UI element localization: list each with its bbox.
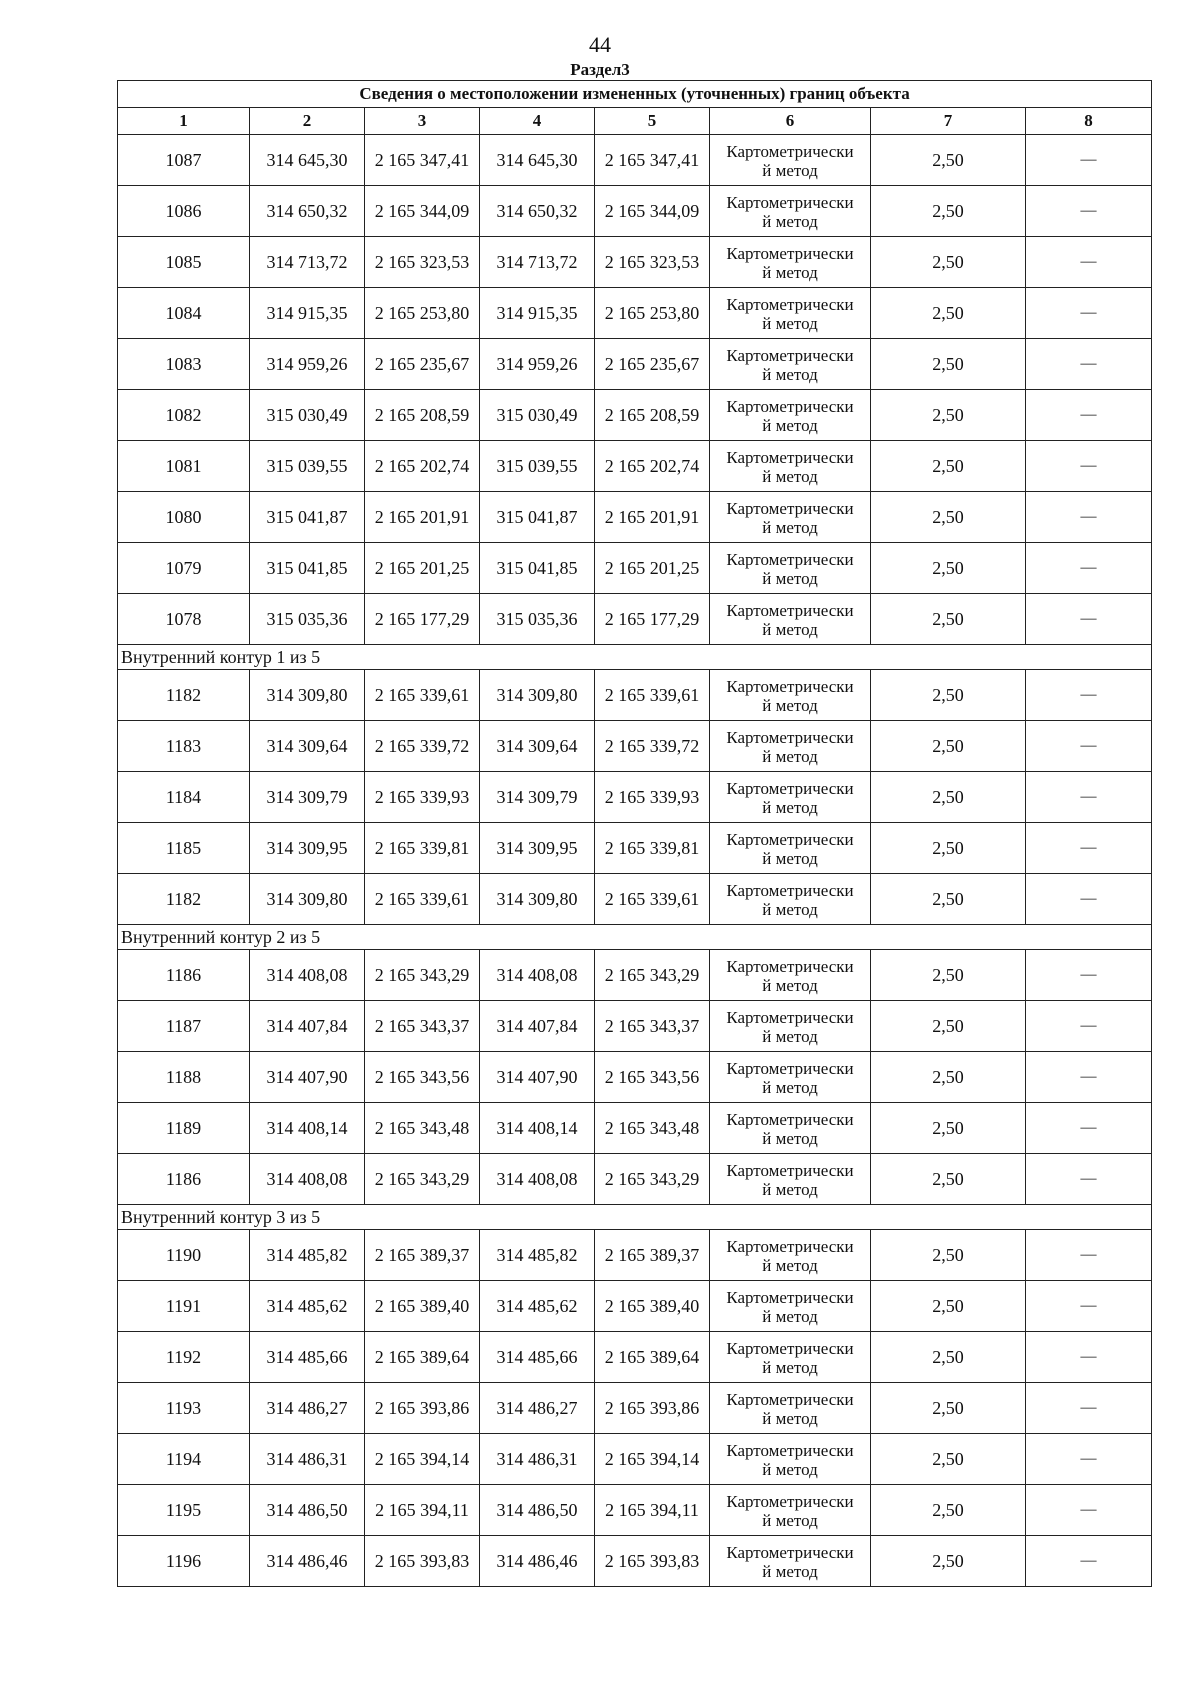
determination-method: Картометрически й метод <box>710 1485 871 1536</box>
x-coordinate-existing: 314 915,35 <box>250 288 365 339</box>
point-number: 1087 <box>118 135 250 186</box>
accuracy: 2,50 <box>871 135 1026 186</box>
x-coordinate-new: 314 408,08 <box>480 1154 595 1205</box>
y-coordinate-existing: 2 165 235,67 <box>365 339 480 390</box>
x-coordinate-new: 315 041,85 <box>480 543 595 594</box>
x-coordinate-existing: 315 035,36 <box>250 594 365 645</box>
x-coordinate-new: 314 407,90 <box>480 1052 595 1103</box>
determination-method: Картометрически й метод <box>710 135 871 186</box>
y-coordinate-existing: 2 165 393,83 <box>365 1536 480 1587</box>
contour-label-row <box>118 645 1152 670</box>
point-number: 1185 <box>118 823 250 874</box>
y-coordinate-new: 2 165 344,09 <box>595 186 710 237</box>
point-number: 1190 <box>118 1230 250 1281</box>
x-coordinate-new: 314 309,80 <box>480 670 595 721</box>
point-number: 1196 <box>118 1536 250 1587</box>
determination-method: Картометрически й метод <box>710 1383 871 1434</box>
y-coordinate-existing: 2 165 347,41 <box>365 135 480 186</box>
table-caption-row <box>118 81 1152 108</box>
y-coordinate-existing: 2 165 393,86 <box>365 1383 480 1434</box>
description: — <box>1026 441 1152 492</box>
accuracy: 2,50 <box>871 288 1026 339</box>
point-number: 1194 <box>118 1434 250 1485</box>
accuracy: 2,50 <box>871 186 1026 237</box>
table-row <box>118 823 1152 874</box>
x-coordinate-new: 314 485,62 <box>480 1281 595 1332</box>
accuracy: 2,50 <box>871 1383 1026 1434</box>
accuracy: 2,50 <box>871 1001 1026 1052</box>
accuracy: 2,50 <box>871 390 1026 441</box>
accuracy: 2,50 <box>871 1103 1026 1154</box>
x-coordinate-new: 314 408,14 <box>480 1103 595 1154</box>
table-row <box>118 1103 1152 1154</box>
description: — <box>1026 390 1152 441</box>
y-coordinate-new: 2 165 343,56 <box>595 1052 710 1103</box>
x-coordinate-new: 314 408,08 <box>480 950 595 1001</box>
determination-method: Картометрически й метод <box>710 721 871 772</box>
x-coordinate-existing: 314 485,82 <box>250 1230 365 1281</box>
y-coordinate-existing: 2 165 389,37 <box>365 1230 480 1281</box>
description: — <box>1026 186 1152 237</box>
determination-method: Картометрически й метод <box>710 1154 871 1205</box>
contour-label-row <box>118 1205 1152 1230</box>
description: — <box>1026 237 1152 288</box>
description: — <box>1026 1154 1152 1205</box>
column-header: 8 <box>1026 108 1152 135</box>
y-coordinate-new: 2 165 393,86 <box>595 1383 710 1434</box>
x-coordinate-new: 315 041,87 <box>480 492 595 543</box>
point-number: 1081 <box>118 441 250 492</box>
description: — <box>1026 1383 1152 1434</box>
accuracy: 2,50 <box>871 1485 1026 1536</box>
y-coordinate-existing: 2 165 343,37 <box>365 1001 480 1052</box>
point-number: 1187 <box>118 1001 250 1052</box>
table-row <box>118 670 1152 721</box>
y-coordinate-new: 2 165 343,48 <box>595 1103 710 1154</box>
accuracy: 2,50 <box>871 950 1026 1001</box>
y-coordinate-existing: 2 165 323,53 <box>365 237 480 288</box>
point-number: 1084 <box>118 288 250 339</box>
x-coordinate-new: 314 645,30 <box>480 135 595 186</box>
y-coordinate-existing: 2 165 394,11 <box>365 1485 480 1536</box>
table-row <box>118 1281 1152 1332</box>
y-coordinate-existing: 2 165 208,59 <box>365 390 480 441</box>
column-header-row <box>118 108 1152 135</box>
point-number: 1189 <box>118 1103 250 1154</box>
accuracy: 2,50 <box>871 823 1026 874</box>
x-coordinate-new: 315 030,49 <box>480 390 595 441</box>
y-coordinate-new: 2 165 208,59 <box>595 390 710 441</box>
y-coordinate-existing: 2 165 339,72 <box>365 721 480 772</box>
point-number: 1085 <box>118 237 250 288</box>
determination-method: Картометрически й метод <box>710 186 871 237</box>
accuracy: 2,50 <box>871 1230 1026 1281</box>
table-row <box>118 441 1152 492</box>
point-number: 1186 <box>118 1154 250 1205</box>
determination-method: Картометрически й метод <box>710 772 871 823</box>
y-coordinate-new: 2 165 235,67 <box>595 339 710 390</box>
x-coordinate-existing: 314 309,95 <box>250 823 365 874</box>
description: — <box>1026 1103 1152 1154</box>
x-coordinate-existing: 314 407,84 <box>250 1001 365 1052</box>
point-number: 1192 <box>118 1332 250 1383</box>
x-coordinate-existing: 314 713,72 <box>250 237 365 288</box>
table-row <box>118 1536 1152 1587</box>
x-coordinate-existing: 315 039,55 <box>250 441 365 492</box>
description: — <box>1026 135 1152 186</box>
table-row <box>118 1383 1152 1434</box>
x-coordinate-existing: 314 408,08 <box>250 1154 365 1205</box>
determination-method: Картометрически й метод <box>710 670 871 721</box>
table-row <box>118 772 1152 823</box>
x-coordinate-existing: 314 486,50 <box>250 1485 365 1536</box>
y-coordinate-new: 2 165 389,40 <box>595 1281 710 1332</box>
determination-method: Картометрически й метод <box>710 1434 871 1485</box>
x-coordinate-new: 314 309,95 <box>480 823 595 874</box>
description: — <box>1026 339 1152 390</box>
x-coordinate-existing: 314 486,46 <box>250 1536 365 1587</box>
y-coordinate-new: 2 165 343,29 <box>595 950 710 1001</box>
x-coordinate-existing: 314 485,62 <box>250 1281 365 1332</box>
x-coordinate-new: 314 309,80 <box>480 874 595 925</box>
determination-method: Картометрически й метод <box>710 390 871 441</box>
determination-method: Картометрически й метод <box>710 1052 871 1103</box>
page-number: 44 <box>589 32 611 57</box>
determination-method: Картометрически й метод <box>710 823 871 874</box>
point-number: 1079 <box>118 543 250 594</box>
point-number: 1082 <box>118 390 250 441</box>
x-coordinate-new: 314 485,66 <box>480 1332 595 1383</box>
y-coordinate-new: 2 165 201,25 <box>595 543 710 594</box>
y-coordinate-existing: 2 165 201,25 <box>365 543 480 594</box>
determination-method: Картометрически й метод <box>710 1332 871 1383</box>
y-coordinate-existing: 2 165 343,48 <box>365 1103 480 1154</box>
x-coordinate-existing: 314 486,27 <box>250 1383 365 1434</box>
point-number: 1186 <box>118 950 250 1001</box>
y-coordinate-new: 2 165 394,11 <box>595 1485 710 1536</box>
point-number: 1188 <box>118 1052 250 1103</box>
table-caption: Сведения о местоположении измененных (уточненных) границ объекта <box>118 81 1152 108</box>
x-coordinate-existing: 315 041,87 <box>250 492 365 543</box>
x-coordinate-existing: 315 030,49 <box>250 390 365 441</box>
table-row <box>118 950 1152 1001</box>
accuracy: 2,50 <box>871 492 1026 543</box>
table-row <box>118 1485 1152 1536</box>
accuracy: 2,50 <box>871 594 1026 645</box>
description: — <box>1026 1281 1152 1332</box>
point-number: 1184 <box>118 772 250 823</box>
accuracy: 2,50 <box>871 874 1026 925</box>
description: — <box>1026 288 1152 339</box>
x-coordinate-existing: 314 959,26 <box>250 339 365 390</box>
x-coordinate-existing: 314 309,64 <box>250 721 365 772</box>
description: — <box>1026 1536 1152 1587</box>
section-title: Раздел3 <box>570 60 630 79</box>
y-coordinate-existing: 2 165 253,80 <box>365 288 480 339</box>
x-coordinate-existing: 314 408,08 <box>250 950 365 1001</box>
determination-method: Картометрически й метод <box>710 1536 871 1587</box>
point-number: 1195 <box>118 1485 250 1536</box>
y-coordinate-new: 2 165 347,41 <box>595 135 710 186</box>
description: — <box>1026 492 1152 543</box>
y-coordinate-existing: 2 165 389,40 <box>365 1281 480 1332</box>
x-coordinate-existing: 314 407,90 <box>250 1052 365 1103</box>
contour-label-row <box>118 925 1152 950</box>
accuracy: 2,50 <box>871 721 1026 772</box>
column-header: 3 <box>365 108 480 135</box>
x-coordinate-new: 314 650,32 <box>480 186 595 237</box>
accuracy: 2,50 <box>871 1052 1026 1103</box>
description: — <box>1026 1001 1152 1052</box>
x-coordinate-new: 314 486,46 <box>480 1536 595 1587</box>
determination-method: Картометрически й метод <box>710 1001 871 1052</box>
accuracy: 2,50 <box>871 339 1026 390</box>
x-coordinate-existing: 314 645,30 <box>250 135 365 186</box>
determination-method: Картометрически й метод <box>710 237 871 288</box>
x-coordinate-new: 314 407,84 <box>480 1001 595 1052</box>
column-header: 5 <box>595 108 710 135</box>
y-coordinate-new: 2 165 202,74 <box>595 441 710 492</box>
table-row <box>118 492 1152 543</box>
table-row <box>118 390 1152 441</box>
table-row <box>118 1154 1152 1205</box>
point-number: 1182 <box>118 670 250 721</box>
y-coordinate-existing: 2 165 339,61 <box>365 874 480 925</box>
y-coordinate-existing: 2 165 201,91 <box>365 492 480 543</box>
accuracy: 2,50 <box>871 237 1026 288</box>
description: — <box>1026 950 1152 1001</box>
x-coordinate-existing: 314 309,80 <box>250 670 365 721</box>
y-coordinate-existing: 2 165 394,14 <box>365 1434 480 1485</box>
y-coordinate-existing: 2 165 343,29 <box>365 950 480 1001</box>
y-coordinate-existing: 2 165 177,29 <box>365 594 480 645</box>
x-coordinate-new: 314 309,79 <box>480 772 595 823</box>
table-row <box>118 237 1152 288</box>
y-coordinate-existing: 2 165 339,81 <box>365 823 480 874</box>
y-coordinate-existing: 2 165 343,56 <box>365 1052 480 1103</box>
y-coordinate-new: 2 165 339,72 <box>595 721 710 772</box>
x-coordinate-existing: 314 486,31 <box>250 1434 365 1485</box>
description: — <box>1026 1052 1152 1103</box>
x-coordinate-new: 314 486,27 <box>480 1383 595 1434</box>
table-row <box>118 721 1152 772</box>
determination-method: Картометрически й метод <box>710 339 871 390</box>
accuracy: 2,50 <box>871 543 1026 594</box>
determination-method: Картометрически й метод <box>710 543 871 594</box>
point-number: 1083 <box>118 339 250 390</box>
determination-method: Картометрически й метод <box>710 950 871 1001</box>
point-number: 1182 <box>118 874 250 925</box>
column-header: 7 <box>871 108 1026 135</box>
description: — <box>1026 1230 1152 1281</box>
table-row <box>118 339 1152 390</box>
x-coordinate-new: 314 486,50 <box>480 1485 595 1536</box>
determination-method: Картометрически й метод <box>710 1230 871 1281</box>
description: — <box>1026 772 1152 823</box>
y-coordinate-existing: 2 165 202,74 <box>365 441 480 492</box>
y-coordinate-new: 2 165 389,64 <box>595 1332 710 1383</box>
accuracy: 2,50 <box>871 1281 1026 1332</box>
accuracy: 2,50 <box>871 441 1026 492</box>
table-row <box>118 1230 1152 1281</box>
y-coordinate-new: 2 165 339,93 <box>595 772 710 823</box>
determination-method: Картометрически й метод <box>710 1281 871 1332</box>
description: — <box>1026 823 1152 874</box>
column-header: 4 <box>480 108 595 135</box>
point-number: 1191 <box>118 1281 250 1332</box>
y-coordinate-existing: 2 165 344,09 <box>365 186 480 237</box>
description: — <box>1026 1485 1152 1536</box>
y-coordinate-existing: 2 165 339,61 <box>365 670 480 721</box>
determination-method: Картометрически й метод <box>710 874 871 925</box>
point-number: 1080 <box>118 492 250 543</box>
accuracy: 2,50 <box>871 1332 1026 1383</box>
table-row <box>118 1434 1152 1485</box>
column-header: 6 <box>710 108 871 135</box>
y-coordinate-existing: 2 165 389,64 <box>365 1332 480 1383</box>
y-coordinate-new: 2 165 393,83 <box>595 1536 710 1587</box>
x-coordinate-existing: 314 485,66 <box>250 1332 365 1383</box>
accuracy: 2,50 <box>871 772 1026 823</box>
contour-label: Внутренний контур 1 из 5 <box>118 645 1152 670</box>
x-coordinate-new: 314 486,31 <box>480 1434 595 1485</box>
x-coordinate-new: 314 309,64 <box>480 721 595 772</box>
column-header: 1 <box>118 108 250 135</box>
description: — <box>1026 1332 1152 1383</box>
boundary-coordinates-table <box>117 80 1152 1587</box>
description: — <box>1026 670 1152 721</box>
description: — <box>1026 874 1152 925</box>
x-coordinate-new: 315 039,55 <box>480 441 595 492</box>
x-coordinate-existing: 314 650,32 <box>250 186 365 237</box>
accuracy: 2,50 <box>871 1154 1026 1205</box>
y-coordinate-new: 2 165 339,81 <box>595 823 710 874</box>
table-row <box>118 1052 1152 1103</box>
point-number: 1086 <box>118 186 250 237</box>
description: — <box>1026 1434 1152 1485</box>
x-coordinate-new: 314 713,72 <box>480 237 595 288</box>
table-row <box>118 135 1152 186</box>
accuracy: 2,50 <box>871 670 1026 721</box>
y-coordinate-new: 2 165 323,53 <box>595 237 710 288</box>
x-coordinate-new: 315 035,36 <box>480 594 595 645</box>
description: — <box>1026 543 1152 594</box>
determination-method: Картометрически й метод <box>710 492 871 543</box>
y-coordinate-existing: 2 165 339,93 <box>365 772 480 823</box>
contour-label: Внутренний контур 2 из 5 <box>118 925 1152 950</box>
accuracy: 2,50 <box>871 1434 1026 1485</box>
y-coordinate-new: 2 165 253,80 <box>595 288 710 339</box>
x-coordinate-new: 314 915,35 <box>480 288 595 339</box>
y-coordinate-new: 2 165 177,29 <box>595 594 710 645</box>
point-number: 1078 <box>118 594 250 645</box>
table-row <box>118 874 1152 925</box>
y-coordinate-new: 2 165 201,91 <box>595 492 710 543</box>
y-coordinate-existing: 2 165 343,29 <box>365 1154 480 1205</box>
determination-method: Картометрически й метод <box>710 594 871 645</box>
table-row <box>118 186 1152 237</box>
y-coordinate-new: 2 165 394,14 <box>595 1434 710 1485</box>
y-coordinate-new: 2 165 343,29 <box>595 1154 710 1205</box>
y-coordinate-new: 2 165 339,61 <box>595 874 710 925</box>
point-number: 1193 <box>118 1383 250 1434</box>
determination-method: Картометрически й метод <box>710 1103 871 1154</box>
x-coordinate-existing: 314 309,80 <box>250 874 365 925</box>
determination-method: Картометрически й метод <box>710 288 871 339</box>
contour-label: Внутренний контур 3 из 5 <box>118 1205 1152 1230</box>
x-coordinate-existing: 315 041,85 <box>250 543 365 594</box>
table-row <box>118 543 1152 594</box>
column-header: 2 <box>250 108 365 135</box>
x-coordinate-new: 314 959,26 <box>480 339 595 390</box>
x-coordinate-existing: 314 408,14 <box>250 1103 365 1154</box>
table-row <box>118 1332 1152 1383</box>
y-coordinate-new: 2 165 339,61 <box>595 670 710 721</box>
table-row <box>118 1001 1152 1052</box>
x-coordinate-new: 314 485,82 <box>480 1230 595 1281</box>
determination-method: Картометрически й метод <box>710 441 871 492</box>
y-coordinate-new: 2 165 343,37 <box>595 1001 710 1052</box>
accuracy: 2,50 <box>871 1536 1026 1587</box>
description: — <box>1026 721 1152 772</box>
description: — <box>1026 594 1152 645</box>
table-body <box>118 81 1152 1587</box>
table-row <box>118 594 1152 645</box>
y-coordinate-new: 2 165 389,37 <box>595 1230 710 1281</box>
point-number: 1183 <box>118 721 250 772</box>
table-row <box>118 288 1152 339</box>
x-coordinate-existing: 314 309,79 <box>250 772 365 823</box>
